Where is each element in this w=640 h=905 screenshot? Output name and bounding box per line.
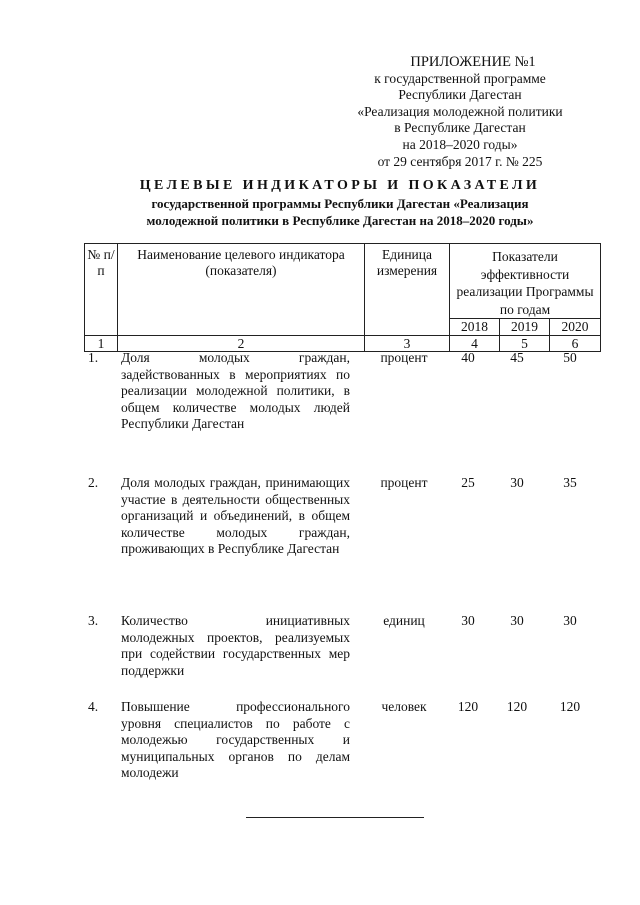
row-value-2018: 25: [461, 475, 475, 490]
row-unit: единиц: [383, 613, 425, 628]
header-year: 2018: [450, 319, 500, 336]
header-indicator-name: Наименование целевого индикатора (показателя): [118, 244, 365, 336]
appendix-line: «Реализация молодежной политики: [357, 103, 563, 119]
row-unit: процент: [380, 475, 428, 490]
row-value-2020: 120: [559, 699, 581, 714]
header-number: № п/п: [85, 244, 118, 336]
indicators-table-header: [84, 243, 601, 352]
row-indicator-name: Доля молодых граждан, принимающих участие в деятельности общественных организаций и объединений, в общем количестве молодых граждан, проживающих в Республике Дагестан: [121, 475, 350, 557]
appendix-line: на 2018–2020 годы»: [402, 136, 518, 152]
heading-subtitle-line: государственной программы Республики Дагестан «Реализация: [151, 196, 529, 211]
row-value-2018: 30: [461, 613, 475, 628]
row-value-2019: 30: [510, 613, 524, 628]
row-value-2019: 30: [510, 475, 524, 490]
header-year: 2020: [550, 319, 601, 336]
appendix-line: Республики Дагестан: [398, 87, 522, 103]
row-indicator-name: Повышение профессионального уровня специалистов по работе с молодежью государственных и муниципальных органов по делам молодежи: [121, 699, 350, 781]
header-year: 2019: [500, 319, 550, 336]
header-performance: Показатели эффективности реализации Программы по годам: [450, 244, 601, 319]
column-number: 4: [450, 336, 500, 352]
column-number: 1: [85, 336, 118, 352]
closing-rule: [246, 817, 424, 818]
row-number: 3.: [88, 613, 99, 628]
document-heading: [60, 177, 620, 229]
row-value-2020: 35: [563, 475, 577, 490]
appendix-header: ПРИЛОЖЕНИЕ №1: [410, 54, 536, 70]
column-number: 2: [118, 336, 365, 352]
column-number: 3: [365, 336, 450, 352]
row-value-2020: 30: [563, 613, 577, 628]
heading-subtitle-line: молодежной политики в Республике Дагестан на 2018–2020 годы»: [146, 213, 534, 228]
row-value-2020: 50: [563, 350, 577, 365]
row-indicator-name: Количество инициативных молодежных проектов, реализуемых при содействии государственных мер поддержки: [121, 613, 350, 678]
header-unit: Единица измерения: [365, 244, 450, 336]
appendix-block: [300, 54, 620, 170]
row-indicator-name: Доля молодых граждан, задействованных в мероприятиях по реализации молодежной политики, в общем количестве молодых людей Республики Дагестан: [121, 350, 350, 432]
row-unit: процент: [380, 350, 428, 365]
row-value-2019: 120: [506, 699, 528, 714]
row-unit: человек: [381, 699, 427, 714]
column-number: 6: [550, 336, 601, 352]
row-number: 4.: [88, 699, 99, 714]
row-value-2018: 120: [457, 699, 479, 714]
appendix-line: от 29 сентября 2017 г. № 225: [377, 153, 543, 169]
column-number: 5: [500, 336, 550, 352]
row-value-2018: 40: [461, 350, 475, 365]
appendix-line: в Республике Дагестан: [394, 120, 526, 136]
row-number: 1.: [88, 350, 99, 365]
row-value-2019: 45: [510, 350, 524, 365]
row-number: 2.: [88, 475, 99, 490]
heading-title: ЦЕЛЕВЫЕ ИНДИКАТОРЫ И ПОКАЗАТЕЛИ: [139, 178, 541, 193]
appendix-line: к государственной программе: [374, 70, 546, 86]
